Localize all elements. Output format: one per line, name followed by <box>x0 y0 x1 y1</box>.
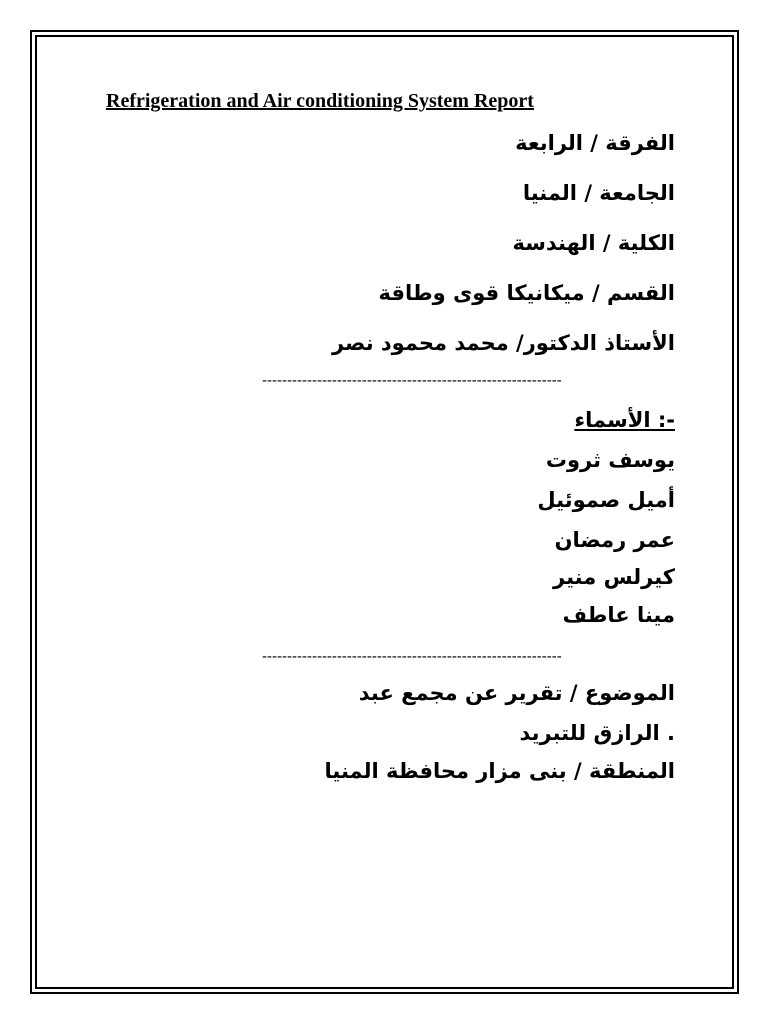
separator-bottom: ------------------------------------------------------------ <box>262 648 562 665</box>
name-item-1: يوسف ثروت <box>545 448 675 472</box>
faculty-line: الكلية / الهندسة <box>512 231 675 255</box>
professor-line: الأستاذ الدكتور/ محمد محمود نصر <box>331 331 675 355</box>
name-item-4: كيرلس منير <box>553 565 675 589</box>
year-line: الفرقة / الرابعة <box>515 131 675 155</box>
report-title: Refrigeration and Air conditioning System Report <box>106 90 534 112</box>
department-line: القسم / ميكانيكا قوى وطاقة <box>378 281 675 305</box>
subject-line-1: الموضوع / تقرير عن مجمع عبد <box>358 681 675 705</box>
name-item-2: أميل صموئيل <box>537 488 675 512</box>
university-line: الجامعة / المنيا <box>522 181 675 205</box>
names-heading: -: الأسماء <box>574 408 675 432</box>
separator-top: ------------------------------------------------------------ <box>262 372 562 389</box>
name-item-5: مينا عاطف <box>562 603 675 627</box>
subject-line-2: . الرازق للتبريد <box>519 721 675 745</box>
name-item-3: عمر رمضان <box>554 528 675 552</box>
region-line: المنطقة / بنى مزار محافظة المنيا <box>324 759 675 783</box>
